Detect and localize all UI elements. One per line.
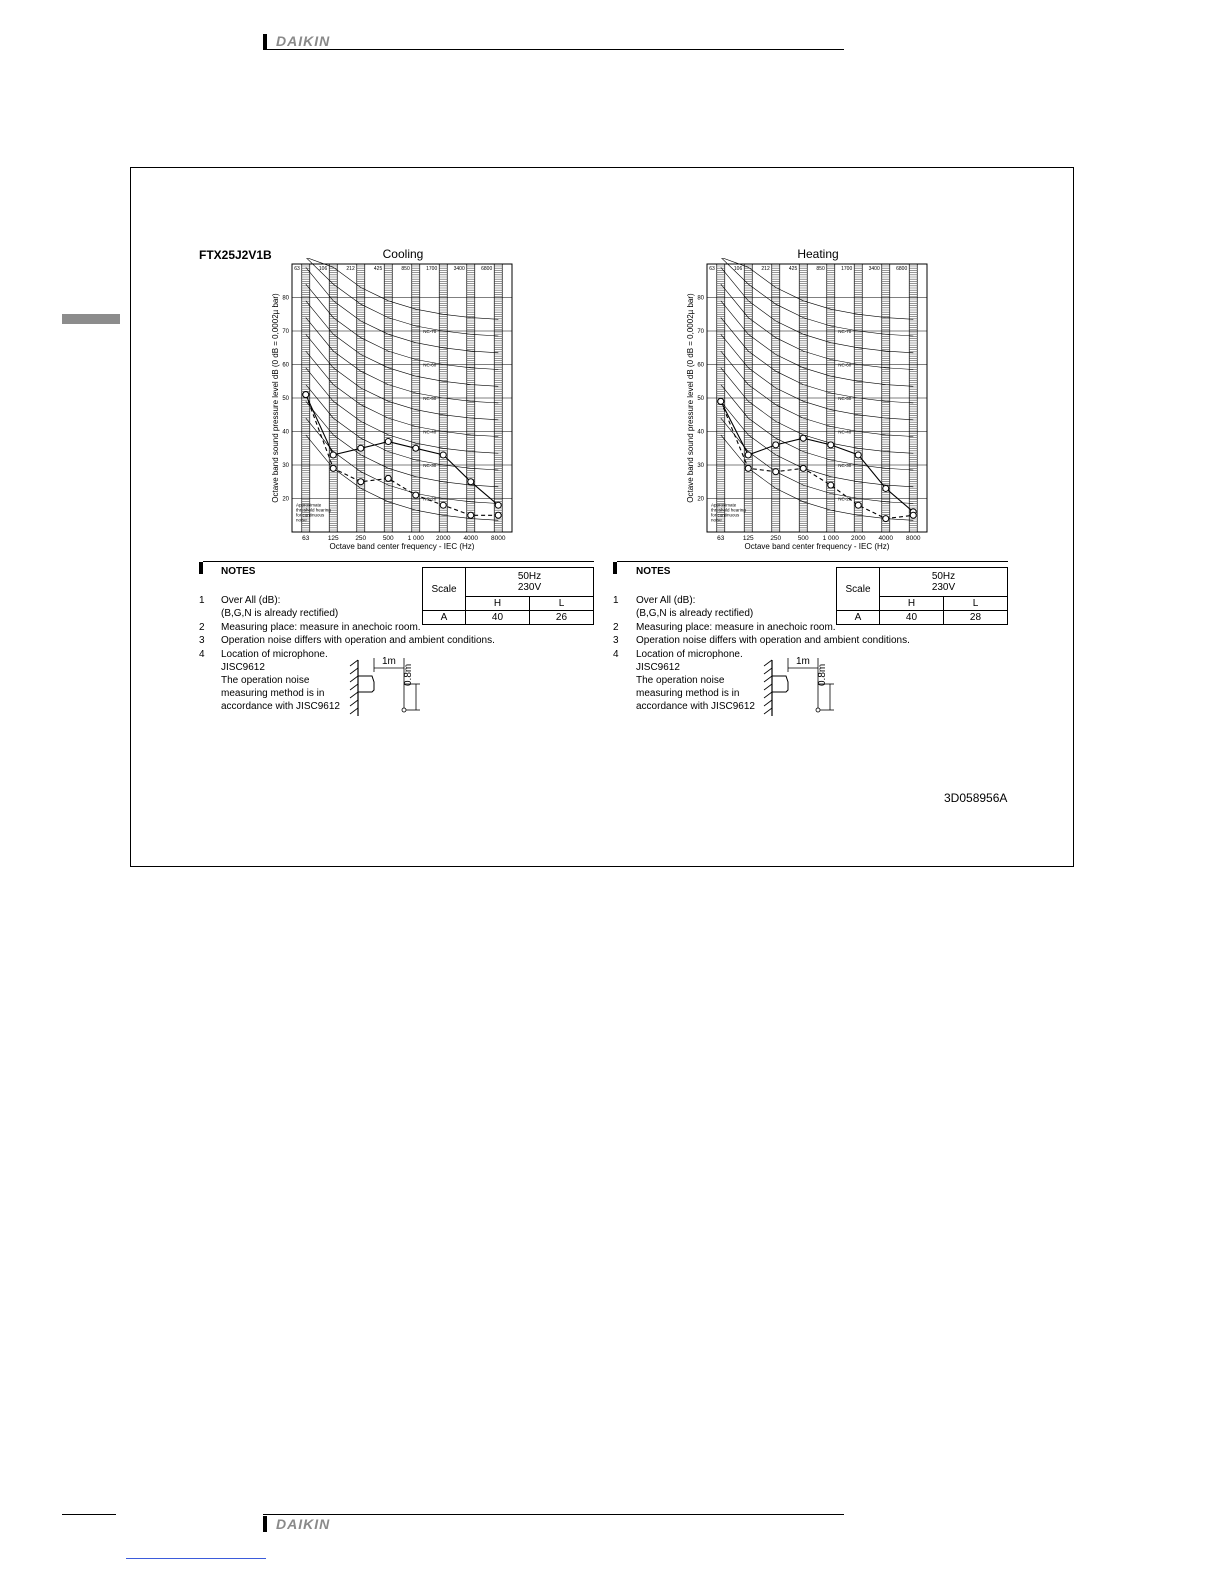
- footer-rule: [263, 1514, 844, 1515]
- data-point: [773, 442, 779, 448]
- band-edge-label: 850: [816, 266, 825, 272]
- data-point: [358, 445, 364, 451]
- data-point: [828, 482, 834, 488]
- band-edge-label: 6800: [481, 266, 493, 272]
- data-point: [855, 502, 861, 508]
- y-tick-label: 60: [697, 362, 704, 369]
- wall-hatch: [764, 660, 772, 714]
- note-num: 3: [199, 635, 205, 646]
- band-edge-label: 106: [318, 266, 328, 272]
- mic-h-label: 1m: [382, 656, 396, 667]
- data-point: [358, 479, 364, 485]
- band-edge-label: 850: [401, 266, 410, 272]
- data-point: [303, 392, 309, 398]
- note-line: JISC9612: [221, 662, 265, 673]
- data-point: [910, 512, 916, 518]
- band-edge-label: 3400: [453, 266, 465, 272]
- data-point: [468, 479, 474, 485]
- threshold-label: noise: [296, 517, 307, 523]
- x-axis-label: Octave band center frequency - IEC (Hz): [744, 542, 890, 551]
- data-point: [385, 475, 391, 481]
- y-tick-label: 40: [697, 429, 704, 436]
- mic-v-label: 0.8m: [403, 663, 414, 686]
- note-num: 3: [613, 635, 619, 646]
- note-num: 4: [199, 649, 205, 660]
- notes-rule: [617, 561, 1008, 562]
- x-tick-label: 1 000: [407, 535, 424, 542]
- logo-text: DAIKIN: [276, 1516, 331, 1532]
- nc-label: NC-40: [423, 429, 437, 435]
- notes-rule: [203, 561, 594, 562]
- y-tick-label: 20: [282, 496, 289, 503]
- notes-marker: [613, 562, 617, 574]
- data-point: [440, 452, 446, 458]
- data-point: [800, 435, 806, 441]
- x-tick-label: 8000: [906, 535, 921, 542]
- l-value: 28: [943, 611, 1007, 625]
- heating-nc-chart: [675, 258, 935, 558]
- y-tick-label: 50: [697, 396, 704, 402]
- note-text: [636, 621, 836, 634]
- note-line: Over All (dB):: [636, 595, 696, 606]
- note-line: accordance with JISC9612: [636, 701, 755, 712]
- voltage-label: 230V: [517, 582, 542, 593]
- y-tick-label: 60: [282, 362, 289, 369]
- data-point: [883, 516, 889, 522]
- nc-label: NC-50: [838, 396, 852, 401]
- notes-title: NOTES: [636, 566, 671, 577]
- y-tick-label: 50: [282, 396, 289, 402]
- band-edge-label: 425: [373, 266, 383, 272]
- x-tick-label: 125: [742, 535, 754, 542]
- chart-title-cooling: Cooling: [382, 247, 424, 261]
- nc-label: NC-30: [838, 463, 852, 468]
- chart-title-heating: Heating: [797, 247, 839, 261]
- band-edge-label: 63: [294, 266, 300, 272]
- scale-header: Scale: [837, 568, 880, 611]
- voltage-label: 230V: [931, 582, 956, 593]
- note-num: 2: [613, 622, 619, 633]
- note-line: Over All (dB):: [221, 595, 281, 606]
- y-axis-label: Octave band sound pressure level dB (0 dB = 0,0002µ bar): [271, 293, 280, 503]
- note-text: [221, 634, 495, 647]
- x-tick-label: 250: [770, 535, 782, 542]
- h-value: 40: [466, 611, 530, 625]
- x-tick-label: 4000: [463, 535, 478, 542]
- notes-marker: [199, 562, 203, 574]
- note-text: [636, 648, 755, 713]
- data-point: [800, 465, 806, 471]
- h-header: H: [466, 597, 530, 611]
- wall-hatch: [350, 660, 358, 714]
- threshold-label: threshold hearing: [296, 507, 331, 513]
- note-line: accordance with JISC9612: [221, 701, 340, 712]
- x-tick-label: 63: [302, 535, 310, 542]
- band-edge-label: 3400: [868, 266, 880, 272]
- data-point: [745, 465, 751, 471]
- nc-label: NC-50: [423, 396, 437, 401]
- threshold-label: Approximate: [711, 502, 737, 508]
- x-tick-label: 8000: [491, 535, 506, 542]
- document-id: 3D058956A: [944, 791, 1008, 805]
- data-point: [495, 512, 501, 518]
- daikin-logo: [276, 33, 330, 49]
- nc-label: NC-60: [838, 362, 852, 368]
- note-line: (B,G,N is already rectified): [221, 608, 339, 619]
- note-num: 4: [613, 649, 619, 660]
- threshold-label: Approximate: [296, 502, 322, 508]
- x-tick-label: 63: [717, 535, 725, 542]
- nc-label: NC-60: [423, 362, 437, 368]
- y-tick-label: 30: [282, 463, 289, 469]
- nc-label: NC-70: [423, 329, 437, 334]
- x-tick-label: 1 000: [822, 535, 839, 542]
- nc-label: NC-70: [838, 329, 852, 334]
- note-line: (B,G,N is already rectified): [636, 608, 754, 619]
- footer-link-underline[interactable]: [126, 1558, 266, 1559]
- note-line: JISC9612: [636, 662, 680, 673]
- note-line: Measuring place: measure in anechoic room.: [221, 622, 421, 633]
- data-point: [855, 452, 861, 458]
- band-edge-label: 63: [709, 266, 715, 272]
- data-point: [440, 502, 446, 508]
- scale-row-label: A: [423, 611, 466, 625]
- nc-label: NC-20: [423, 496, 437, 502]
- power-spec: [880, 568, 1008, 597]
- y-axis-label: Octave band sound pressure level dB (0 dB = 0,0002µ bar): [686, 293, 695, 503]
- note-text: [636, 594, 753, 620]
- notes-title: NOTES: [221, 566, 256, 577]
- h-header: H: [880, 597, 944, 611]
- y-tick-label: 70: [697, 329, 704, 335]
- note-line: The operation noise: [221, 675, 310, 686]
- data-point: [413, 445, 419, 451]
- note-text: [636, 634, 910, 647]
- band-edge-label: 1700: [841, 266, 853, 272]
- note-line: measuring method is in: [636, 688, 740, 699]
- footer-bar: [263, 1516, 267, 1532]
- threshold-label: for continuous: [296, 512, 325, 518]
- cooling-nc-chart: [260, 258, 520, 558]
- nc-label: NC-20: [838, 496, 852, 502]
- x-tick-label: 500: [382, 535, 394, 542]
- y-tick-label: 40: [282, 429, 289, 436]
- mic-h-label: 1m: [796, 656, 810, 667]
- data-point: [773, 469, 779, 475]
- band-edge-label: 425: [788, 266, 798, 272]
- footer-rule-left: [62, 1514, 116, 1515]
- data-point: [828, 442, 834, 448]
- y-tick-label: 80: [697, 295, 704, 302]
- header-bar: [263, 34, 267, 50]
- scale-table-cooling: [422, 567, 594, 625]
- power-spec: [466, 568, 594, 597]
- x-tick-label: 500: [797, 535, 809, 542]
- l-header: L: [943, 597, 1007, 611]
- note-line: measuring method is in: [221, 688, 325, 699]
- note-line: The operation noise: [636, 675, 725, 686]
- band-edge-label: 106: [733, 266, 743, 272]
- band-edge-label: 1700: [426, 266, 438, 272]
- note-line: Measuring place: measure in anechoic room.: [636, 622, 836, 633]
- daikin-logo: [276, 1516, 330, 1532]
- note-num: 1: [613, 595, 619, 606]
- band-edge-label: 212: [761, 266, 770, 272]
- note-line: Operation noise differs with operation and ambient conditions.: [636, 635, 910, 646]
- model-name: FTX25J2V1B: [199, 248, 272, 262]
- note-line: Operation noise differs with operation and ambient conditions.: [221, 635, 495, 646]
- x-tick-label: 250: [355, 535, 367, 542]
- l-header: L: [529, 597, 593, 611]
- note-num: 2: [199, 622, 205, 633]
- x-axis-label: Octave band center frequency - IEC (Hz): [329, 542, 475, 551]
- data-point: [718, 398, 724, 404]
- data-point: [385, 439, 391, 445]
- freq-label: 50Hz: [517, 571, 542, 582]
- scale-table-heating: [836, 567, 1008, 625]
- data-point: [330, 452, 336, 458]
- h-value: 40: [880, 611, 944, 625]
- y-tick-label: 80: [282, 295, 289, 302]
- data-point: [413, 492, 419, 498]
- data-point: [745, 452, 751, 458]
- nc-label: NC-30: [423, 463, 437, 468]
- note-text: [221, 621, 421, 634]
- note-num: 1: [199, 595, 205, 606]
- data-point: [330, 465, 336, 471]
- y-tick-label: 70: [282, 329, 289, 335]
- threshold-label: for continuous: [711, 512, 740, 518]
- x-tick-label: 125: [327, 535, 339, 542]
- mic-v-label: 0.8m: [817, 663, 828, 686]
- band-edge-label: 6800: [896, 266, 908, 272]
- x-tick-label: 2000: [851, 535, 866, 542]
- scale-header: Scale: [423, 568, 466, 611]
- note-text: [221, 594, 338, 620]
- logo-text: DAIKIN: [276, 33, 331, 49]
- x-tick-label: 4000: [878, 535, 893, 542]
- l-value: 26: [529, 611, 593, 625]
- threshold-label: noise: [711, 517, 722, 523]
- header-rule: [263, 49, 844, 50]
- y-tick-label: 30: [697, 463, 704, 469]
- section-tab: [62, 314, 120, 324]
- note-line: Location of microphone.: [636, 649, 743, 660]
- y-tick-label: 20: [697, 496, 704, 503]
- x-tick-label: 2000: [436, 535, 451, 542]
- nc-label: NC-40: [838, 429, 852, 435]
- scale-row-label: A: [837, 611, 880, 625]
- freq-label: 50Hz: [931, 571, 956, 582]
- note-text: [221, 648, 340, 713]
- band-edge-label: 212: [346, 266, 355, 272]
- note-line: Location of microphone.: [221, 649, 328, 660]
- data-point: [495, 502, 501, 508]
- data-point: [883, 485, 889, 491]
- data-point: [468, 512, 474, 518]
- threshold-label: threshold hearing: [711, 507, 746, 513]
